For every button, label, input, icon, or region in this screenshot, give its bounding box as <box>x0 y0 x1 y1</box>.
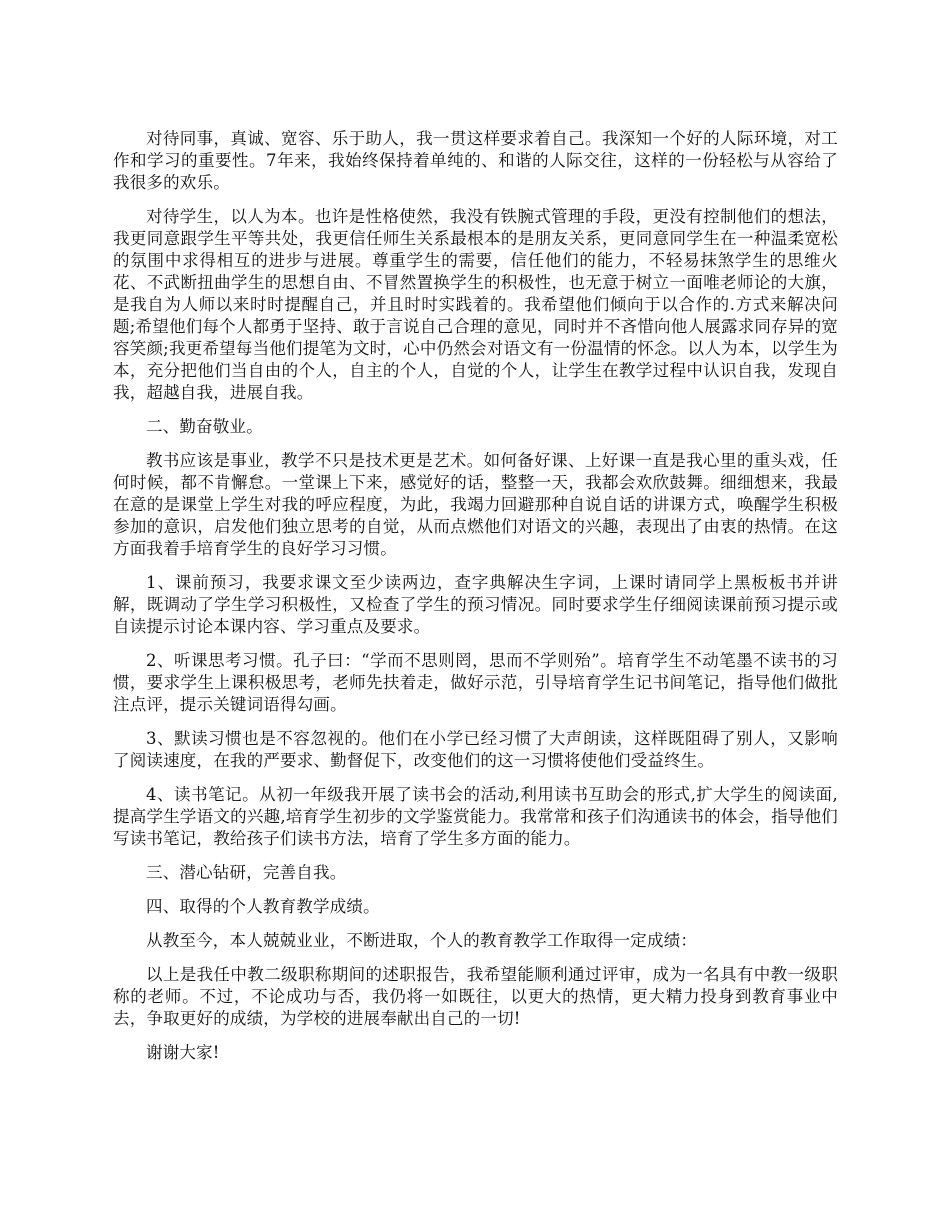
paragraph-teaching: 教书应该是事业，教学不只是技术更是艺术。如何备好课、上好课一直是我心里的重头戏，任何时候，都不肯懈怠。一堂课上下来，感觉好的话，整整一天，我都会欢欣鼓舞。细细想来，我最在意的是课堂上学生对我的呼应程度，为此，我竭力回避那种自说自话的讲课方式，唤醒学生积极参加的意识，启发他们独立思考的自觉，从而点燃他们对语文的兴趣，表现出了由衷的热情。在这方面我着手培育学生的良好学习习惯。 <box>113 451 838 558</box>
paragraph-habit-preview: 1、课前预习，我要求课文至少读两边，查字典解决生字词，上课时请同学上黑板板书并讲解，既调动了学生学习积极性，又检查了学生的预习情况。同时要求学生仔细阅读课前预习提示或自读提示讨论本课内容、学习重点及要求。 <box>113 573 838 636</box>
section-heading-achievements: 四、取得的个人教育教学成绩。 <box>146 897 380 916</box>
paragraph-achievements-intro: 从教至今，本人兢兢业业，不断进取，个人的教育教学工作取得一定成绩： <box>146 931 698 950</box>
document-body <box>113 128 838 1076</box>
section-heading-diligence: 二、勤奋敬业。 <box>146 417 263 436</box>
paragraph-habit-thinking: 2、听课思考习惯。孔子曰：“学而不思则罔，思而不学则殆”。培育学生不动笔墨不读书的习惯，要求学生上课积极思考，老师先扶着走，做好示范，引导培育学生记书间笔记，指导他们做批注点评，提示关键词语得勾画。 <box>113 651 838 714</box>
paragraph-conclusion: 以上是我任中教二级职称期间的述职报告，我希望能顺利通过评审，成为一名具有中教一级职称的老师。不过，不论成功与否，我仍将一如既往，以更大的热情，更大精力投身到教育事业中去，争取更好的成绩，为学校的进展奉献出自己的一切! <box>113 965 838 1028</box>
paragraph-thanks: 谢谢大家! <box>146 1043 220 1062</box>
paragraph-students: 对待学生，以人为本。也许是性格使然，我没有铁腕式管理的手段，更没有控制他们的想法，我更同意跟学生平等共处，我更信任师生关系最根本的是朋友关系，更同意同学生在一种温柔宽松的氛围中求得相互的进步与进展。尊重学生的需要，信任他们的能力，不轻易抹煞学生的思维火花、不武断扭曲学生的思想自由、不冒然置换学生的积极性，也无意于树立一面唯老师论的大旗，是我自为人师以来时时提醒自己，并且时时实践着的。我希望他们倾向于以合作的.方式来解决问题;希望他们每个人都勇于坚持、敢于言说自己合理的意见，同时并不吝惜向他人展露求同存异的宽容笑颜;我更希望每当他们提笔为文时，心中仍然会对语文有一份温情的怀念。以人为本，以学生为本，充分把他们当自由的个人，自主的个人，自觉的个人，让学生在教学过程中认识自我，发现自我，超越自我，进展自我。 <box>113 207 838 402</box>
section-heading-research: 三、潜心钻研，完善自我。 <box>146 863 347 882</box>
paragraph-habit-silent-reading: 3、默读习惯也是不容忽视的。他们在小学已经习惯了大声朗读，这样既阻碍了别人，又影响了阅读速度，在我的严要求、勤督促下，改变他们的这一习惯将使他们受益终生。 <box>113 729 838 770</box>
paragraph-colleagues: 对待同事，真诚、宽容、乐于助人，我一贯这样要求着自己。我深知一个好的人际环境，对工作和学习的重要性。7年来，我始终保持着单纯的、和谐的人际交往，这样的一份轻松与从容给了我很多的欢乐。 <box>113 129 838 192</box>
paragraph-habit-reading-notes: 4、读书笔记。从初一年级我开展了读书会的活动,利用读书互助会的形式,扩大学生的阅读面,提高学生学语文的兴趣,培育学生初步的文学鉴赏能力。我常常和孩子们沟通读书的体会，指导他们写读书笔记，教给孩子们读书方法，培育了学生多方面的能力。 <box>113 785 838 848</box>
